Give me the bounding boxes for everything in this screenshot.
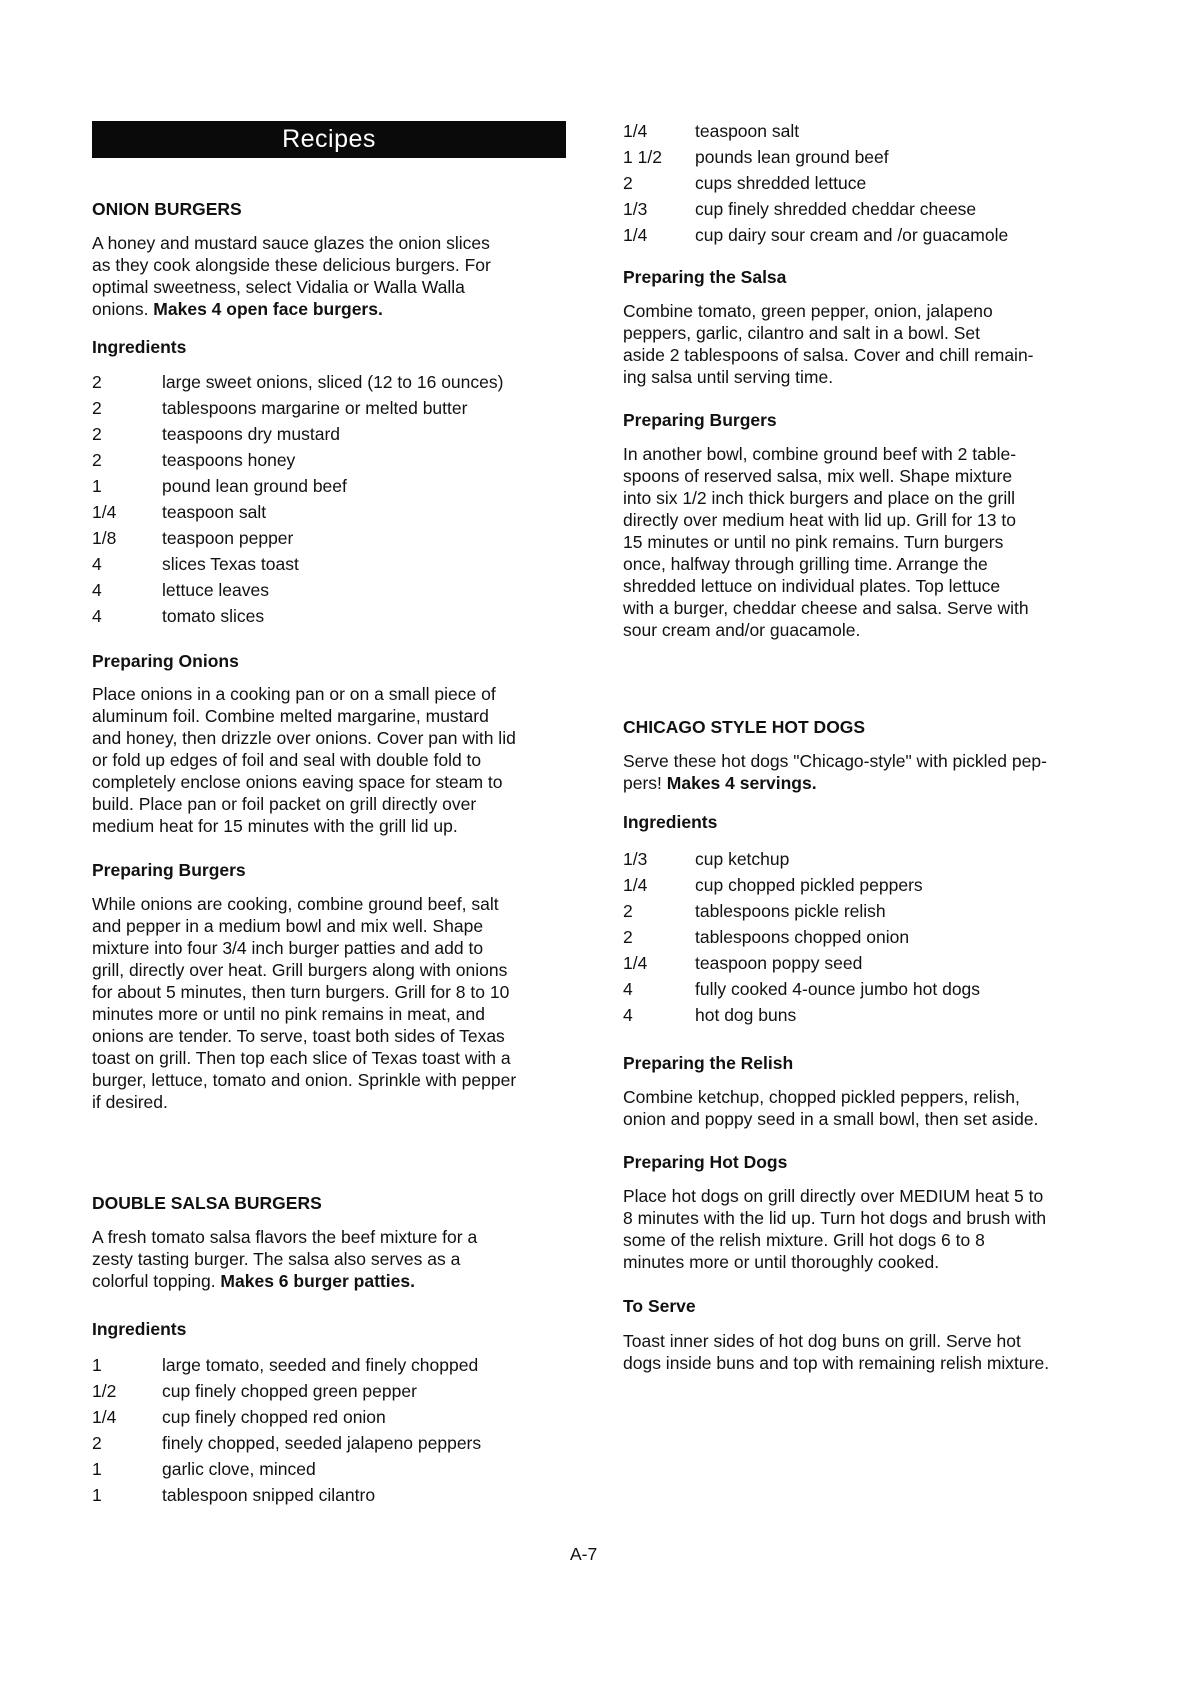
text-line: 8 minutes with the lid up. Turn hot dogs and brush with <box>623 1208 1047 1228</box>
ingredient-qty: 4 <box>92 554 102 574</box>
text-line: some of the relish mixture. Grill hot dogs 6 to 8 <box>623 1230 985 1250</box>
intro-line-last <box>92 298 491 320</box>
preparing-onions-text <box>92 683 516 837</box>
text-line: peppers, garlic, cilantro and salt in a bowl. Set <box>623 323 980 343</box>
ingredient-qty: 1/4 <box>623 225 648 245</box>
ingredient-qty: 2 <box>92 398 102 418</box>
ingredients-heading: Ingredients <box>92 337 187 357</box>
text-line: Combine tomato, green pepper, onion, jalapeno <box>623 301 993 321</box>
intro-line: zesty tasting burger. The salsa also serves as a <box>92 1249 461 1269</box>
text-line: onion and poppy seed in a small bowl, then set aside. <box>623 1109 1039 1129</box>
ingredient-qty: 4 <box>92 606 102 626</box>
double-salsa-intro <box>92 1226 477 1292</box>
yield-text: Makes 6 burger patties. <box>220 1271 415 1291</box>
text-line: build. Place pan or foil packet on grill directly over <box>92 794 477 814</box>
ingredient-item: large sweet onions, sliced (12 to 16 ounces) <box>162 372 504 392</box>
page-number: A-7 <box>570 1544 598 1564</box>
text-line: Combine ketchup, chopped pickled peppers, relish, <box>623 1087 1020 1107</box>
ingredient-qty: 1 <box>92 1355 102 1375</box>
text-line: Place hot dogs on grill directly over MEDIUM heat 5 to <box>623 1186 1044 1206</box>
ingredient-qty: 1/3 <box>623 199 648 219</box>
text-line: for about 5 minutes, then turn burgers. Grill for 8 to 10 <box>92 982 510 1002</box>
text-line: if desired. <box>92 1092 168 1112</box>
text-line: medium heat for 15 minutes with the grill lid up. <box>92 816 458 836</box>
text-line: dogs inside buns and top with remaining relish mixture. <box>623 1353 1050 1373</box>
text-line: or fold up edges of foil and seal with double fold to <box>92 750 482 770</box>
ingredient-qty: 2 <box>623 927 633 947</box>
text-line: 15 minutes or until no pink remains. Turn burgers <box>623 532 1004 552</box>
ingredient-item: teaspoon poppy seed <box>695 953 863 973</box>
yield-text: Makes 4 open face burgers. <box>153 299 383 319</box>
ingredient-qty: 2 <box>623 901 633 921</box>
ingredient-item: slices Texas toast <box>162 554 299 574</box>
ingredient-item: hot dog buns <box>695 1005 797 1025</box>
text-line: spoons of reserved salsa, mix well. Shape mixture <box>623 466 1013 486</box>
ingredients-heading: Ingredients <box>623 812 718 832</box>
ingredients-heading: Ingredients <box>92 1319 187 1339</box>
ingredient-item: teaspoon pepper <box>162 528 294 548</box>
ingredient-item: tablespoons chopped onion <box>695 927 910 947</box>
text-line: toast on grill. Then top each slice of Texas toast with a <box>92 1048 511 1068</box>
text-line: ing salsa until serving time. <box>623 367 834 387</box>
ingredient-qty: 1/4 <box>92 502 117 522</box>
ingredient-item: cup dairy sour cream and /or guacamole <box>695 225 1009 245</box>
preparing-burgers-text <box>92 893 516 1113</box>
ingredient-qty: 4 <box>623 1005 633 1025</box>
ingredient-qty: 1/8 <box>92 528 117 548</box>
preparing-hot-dogs-text <box>623 1185 1046 1273</box>
intro-text: colorful topping. <box>92 1271 221 1291</box>
ingredient-qty: 4 <box>623 979 633 999</box>
ingredient-item: fully cooked 4-ounce jumbo hot dogs <box>695 979 981 999</box>
ingredient-qty: 1/4 <box>623 121 648 141</box>
text-line: once, halfway through grilling time. Arrange the <box>623 554 988 574</box>
text-line: and honey, then drizzle over onions. Cover pan with lid <box>92 728 516 748</box>
ingredient-item: cup finely chopped red onion <box>162 1407 386 1427</box>
onion-burgers-title: ONION BURGERS <box>92 199 242 219</box>
to-serve-heading: To Serve <box>623 1296 696 1316</box>
preparing-relish-heading: Preparing the Relish <box>623 1053 794 1073</box>
recipes-banner: Recipes <box>92 121 566 158</box>
ingredient-qty: 1 <box>92 476 102 496</box>
ingredient-qty: 1 1/2 <box>623 147 662 167</box>
ingredient-qty: 1 <box>92 1485 102 1505</box>
ingredient-item: finely chopped, seeded jalapeno peppers <box>162 1433 482 1453</box>
ingredient-item: pound lean ground beef <box>162 476 347 496</box>
onion-burgers-intro <box>92 232 491 320</box>
ingredient-item: teaspoon salt <box>162 502 267 522</box>
preparing-salsa-text <box>623 300 1034 388</box>
intro-text: onions. <box>92 299 154 319</box>
text-line: grill, directly over heat. Grill burgers along with onions <box>92 960 508 980</box>
text-line: minutes more or until thoroughly cooked. <box>623 1252 940 1272</box>
ingredient-item: cups shredded lettuce <box>695 173 867 193</box>
text-line: burger, lettuce, tomato and onion. Sprinkle with pepper <box>92 1070 517 1090</box>
ingredient-qty: 2 <box>92 1433 102 1453</box>
intro-line: Serve these hot dogs "Chicago-style" with pickled pep- <box>623 751 1047 771</box>
ingredient-qty: 1/4 <box>92 1407 117 1427</box>
ingredient-item: cup finely shredded cheddar cheese <box>695 199 977 219</box>
to-serve-text <box>623 1330 1049 1374</box>
text-line: aluminum foil. Combine melted margarine, mustard <box>92 706 489 726</box>
ingredient-qty: 1/3 <box>623 849 648 869</box>
ingredient-qty: 1/2 <box>92 1381 117 1401</box>
ingredient-item: lettuce leaves <box>162 580 270 600</box>
yield-text: Makes 4 servings. <box>666 773 817 793</box>
ingredient-item: tablespoon snipped cilantro <box>162 1485 376 1505</box>
ingredient-item: tablespoons pickle relish <box>695 901 886 921</box>
text-line: aside 2 tablespoons of salsa. Cover and chill remain- <box>623 345 1034 365</box>
ingredient-item: large tomato, seeded and finely chopped <box>162 1355 479 1375</box>
preparing-hot-dogs-heading: Preparing Hot Dogs <box>623 1152 788 1172</box>
text-line: minutes more or until no pink remains in meat, and <box>92 1004 485 1024</box>
text-line: into six 1/2 inch thick burgers and place on the grill <box>623 488 1016 508</box>
ingredient-item: cup ketchup <box>695 849 790 869</box>
chicago-intro <box>623 750 1047 794</box>
ingredient-item: tablespoons margarine or melted butter <box>162 398 468 418</box>
preparing-burgers-text <box>623 443 1029 641</box>
text-line: mixture into four 3/4 inch burger patties and add to <box>92 938 484 958</box>
ingredient-qty: 2 <box>623 173 633 193</box>
preparing-salsa-heading: Preparing the Salsa <box>623 267 787 287</box>
text-line: Toast inner sides of hot dog buns on grill. Serve hot <box>623 1331 1021 1351</box>
text-line: and pepper in a medium bowl and mix well. Shape <box>92 916 484 936</box>
intro-line: optimal sweetness, select Vidalia or Walla Walla <box>92 277 465 297</box>
ingredient-item: teaspoons honey <box>162 450 296 470</box>
ingredient-item: cup finely chopped green pepper <box>162 1381 417 1401</box>
preparing-relish-text <box>623 1086 1038 1130</box>
preparing-burgers-heading: Preparing Burgers <box>92 860 246 880</box>
intro-line: A fresh tomato salsa flavors the beef mixture for a <box>92 1227 478 1247</box>
ingredient-item: tomato slices <box>162 606 265 626</box>
text-line: While onions are cooking, combine ground beef, salt <box>92 894 499 914</box>
intro-text: pers! <box>623 773 667 793</box>
text-line: onions are tender. To serve, toast both sides of Texas <box>92 1026 505 1046</box>
text-line: In another bowl, combine ground beef with 2 table- <box>623 444 1017 464</box>
ingredient-item: cup chopped pickled peppers <box>695 875 923 895</box>
ingredient-item: garlic clove, minced <box>162 1459 316 1479</box>
text-line: directly over medium heat with lid up. Grill for 13 to <box>623 510 1016 530</box>
ingredient-qty: 1/4 <box>623 953 648 973</box>
ingredient-item: teaspoon salt <box>695 121 800 141</box>
ingredient-qty: 1/4 <box>623 875 648 895</box>
ingredient-item: pounds lean ground beef <box>695 147 889 167</box>
ingredient-qty: 2 <box>92 424 102 444</box>
preparing-onions-heading: Preparing Onions <box>92 651 239 671</box>
intro-line: as they cook alongside these delicious burgers. For <box>92 255 491 275</box>
intro-line-last <box>623 772 1047 794</box>
ingredient-qty: 2 <box>92 372 102 392</box>
ingredient-qty: 1 <box>92 1459 102 1479</box>
ingredient-qty: 2 <box>92 450 102 470</box>
intro-line-last <box>92 1270 477 1292</box>
text-line: shredded lettuce on individual plates. Top lettuce <box>623 576 1001 596</box>
text-line: Place onions in a cooking pan or on a small piece of <box>92 684 496 704</box>
intro-line: A honey and mustard sauce glazes the onion slices <box>92 233 490 253</box>
preparing-burgers-heading: Preparing Burgers <box>623 410 777 430</box>
text-line: with a burger, cheddar cheese and salsa. Serve with <box>623 598 1029 618</box>
chicago-hot-dogs-title: CHICAGO STYLE HOT DOGS <box>623 717 866 737</box>
text-line: sour cream and/or guacamole. <box>623 620 861 640</box>
double-salsa-burgers-title: DOUBLE SALSA BURGERS <box>92 1193 322 1213</box>
text-line: completely enclose onions eaving space for steam to <box>92 772 503 792</box>
ingredient-qty: 4 <box>92 580 102 600</box>
ingredient-item: teaspoons dry mustard <box>162 424 341 444</box>
